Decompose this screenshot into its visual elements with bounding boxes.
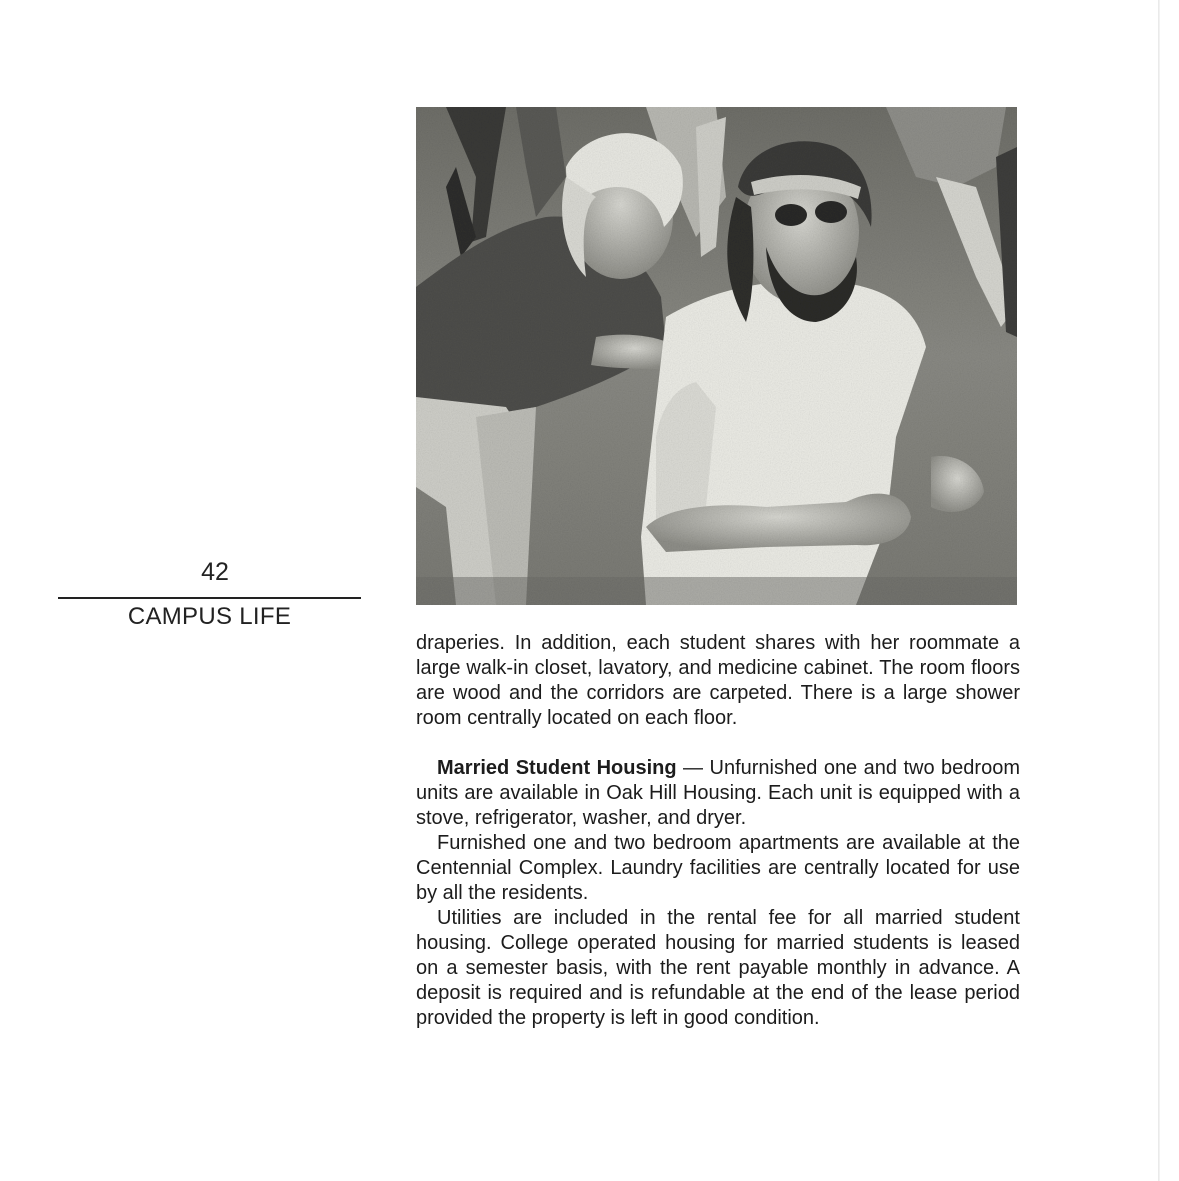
furnished-apartments-paragraph: Furnished one and two bedroom apartments are available at the Centennial Complex. Laundry facilities are centrally located for use by all the residents. [416,832,1020,904]
section-title: CAMPUS LIFE [127,603,292,630]
continued-paragraph: draperies. In addition, each student shares with her roommate a large walk-in closet, lavatory, and medicine cabinet. The room floors are wood and the corridors are carpeted. There is a large shower room centrally located on each floor. [416,632,1020,729]
page-number: 42 [201,558,229,586]
body-text [416,631,1020,1031]
married-housing-heading: Married Student Housing [437,757,677,779]
married-housing-text: Unfurnished one and two bedroom units are available in Oak Hill Housing. Each unit is equipped with a stove, refrigerator, washer, and dryer. [416,757,1020,829]
married-housing-paragraph [416,756,1020,831]
heading-dash: — [676,757,710,779]
section-divider [58,597,361,599]
utilities-paragraph: Utilities are included in the rental fee for all married student housing. College operated housing for married students is leased on a semester basis, with the rent payable monthly in advance. A deposit is required and is refundable at the end of the lease period provided the property is left in good condition. [416,907,1020,1029]
page-edge [1158,0,1160,1181]
students-photo [416,107,1017,605]
